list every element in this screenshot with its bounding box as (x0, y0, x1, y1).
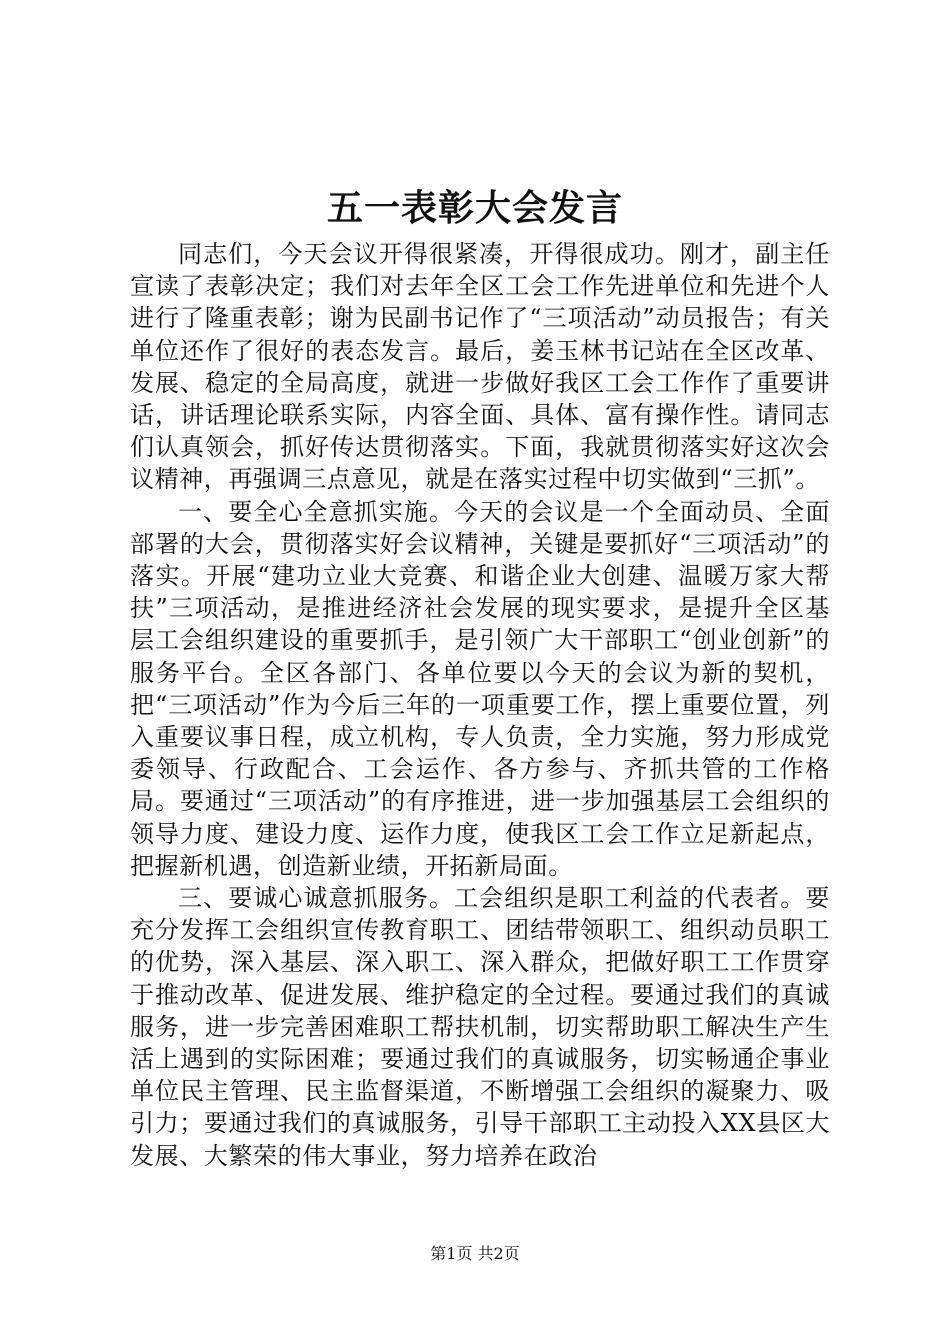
document-title: 五一表彰大会发言 (326, 187, 623, 229)
paragraph-point-three: 三、要诚心诚意抓服务。工会组织是职工利益的代表者。要充分发挥工会组织宣传教育职工、团结带领职工、组织动员职工的优势，深入基层、深入职工、深入群众，把做好职工工作贯穿于推动改革、促进发展、维护稳定的全过程。要通过我们的真诚服务，进一步完善困难职工帮扶机制，切实帮助职工解决生产生活上遇到的实际困难；要通过我们的真诚服务，切实畅通企事业单位民主管理、民主监督渠道，不断增强工会组织的凝聚力、吸引力；要通过我们的真诚服务，引导干部职工主动投入XX县区大发展、大繁荣的伟大事业，努力培养在政治 (130, 884, 830, 1170)
page-footer: 第1页 共2页 (430, 1244, 520, 1263)
paragraph-opening: 同志们，今天会议开得很紧凑，开得很成功。刚才，副主任宣读了表彰决定；我们对去年全区工会工作先进单位和先进个人进行了隆重表彰；谢为民副书记作了“三项活动”动员报告；有关单位还作了很好的表态发言。最后，姜玉林书记站在全区改革、发展、稳定的全局高度，就进一步做好我区工会工作作了重要讲话，讲话理论联系实际，内容全面、具体、富有操作性。请同志们认真领会，抓好传达贯彻落实。下面，我就贯彻落实好这次会议精神，再强调三点意见，就是在落实过程中切实做到“三抓”。 (130, 240, 830, 494)
paragraph-point-one: 一、要全心全意抓实施。今天的会议是一个全面动员、全面部署的大会，贯彻落实好会议精神，关键是要抓好“三项活动”的落实。开展“建功立业大竞赛、和谐企业大创建、温暖万家大帮扶”三项活动，是推进经济社会发展的现实要求，是提升全区基层工会组织建设的重要抓手，是引领广大干部职工“创业创新”的服务平台。全区各部门、各单位要以今天的会议为新的契机，把“三项活动”作为今后三年的一项重要工作，摆上重要位置，列入重要议事日程，成立机构，专人负责，全力实施，努力形成党委领导、行政配合、工会运作、各方参与、齐抓共管的工作格局。要通过“三项活动”的有序推进，进一步加强基层工会组织的领导力度、建设力度、运作力度，使我区工会工作立足新起点，把握新机遇，创造新业绩，开拓新局面。 (130, 497, 830, 880)
document-body (130, 238, 830, 1172)
